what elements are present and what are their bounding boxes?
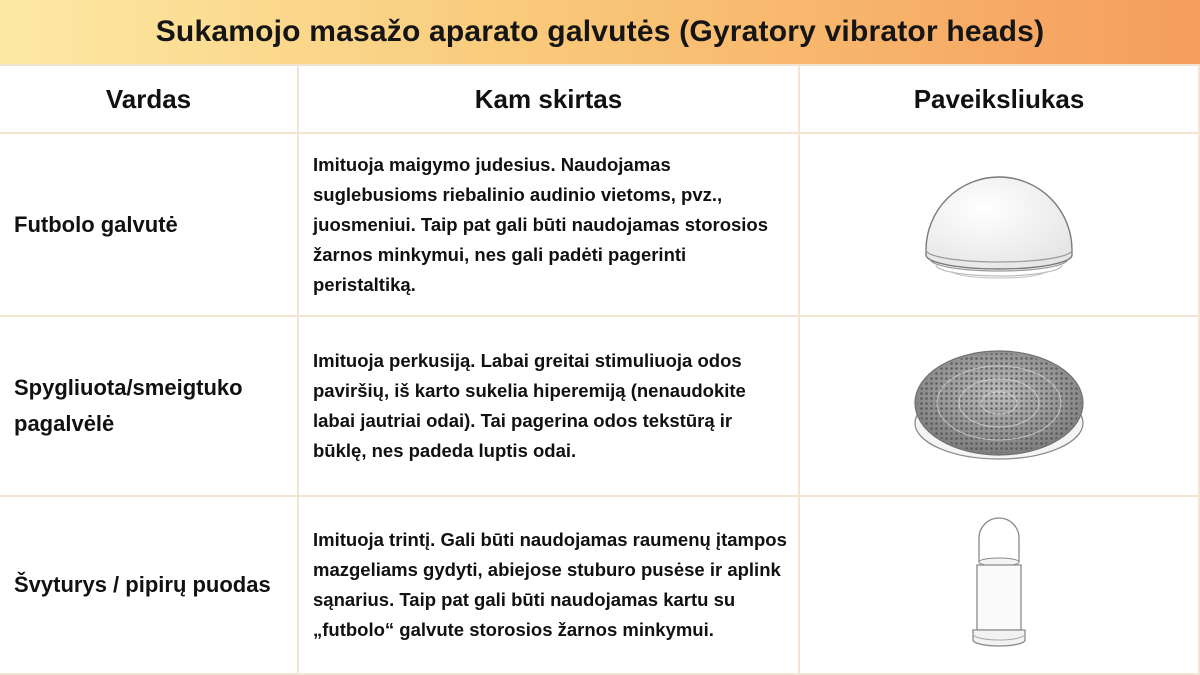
row-1-image [800,134,1200,317]
spiked-pad-icon [909,341,1089,471]
column-header-image: Paveiksliukas [800,66,1200,134]
row-2-description: Imituoja perkusiją. Labai greitai stimuliuoja odos paviršių, iš karto sukelia hiperemiją (nenaudokite labai jautriai odai). Tai pagerina odos tekstūrą ir būklę, nes padeda luptis odai. [299,317,800,497]
row-1-description: Imituoja maigymo judesius. Naudojamas suglebusioms riebalinio audinio vietoms, pvz., juosmeniui. Taip pat gali būti naudojamas storosios žarnos minkymui, nes gali padėti pagerinti peristaltiką. [299,134,800,317]
page-title: Sukamojo masažo aparato galvutės (Gyratory vibrator heads) [155,15,1045,48]
row-3-image [800,497,1200,675]
row-3-description: Imituoja trintį. Gali būti naudojamas raumenų įtampos mazgeliams gydyti, abiejose stuburo pusėse ir aplink sąnarius. Taip pat gali būti naudojamas kartu su „futbolo“ galvute storosios žarnos minkymui. [299,497,800,675]
column-header-purpose: Kam skirtas [299,66,800,134]
dome-head-icon [914,155,1084,295]
row-2-image [800,317,1200,497]
row-3-name: Švyturys / pipirų puodas [0,497,299,675]
row-1-name: Futbolo galvutė [0,134,299,317]
heads-table [0,66,1200,675]
column-header-name: Vardas [0,66,299,134]
row-2-name: Spygliuota/smeigtuko pagalvėlė [0,317,299,497]
title-banner [0,0,1200,66]
pepper-pot-icon [949,510,1049,660]
